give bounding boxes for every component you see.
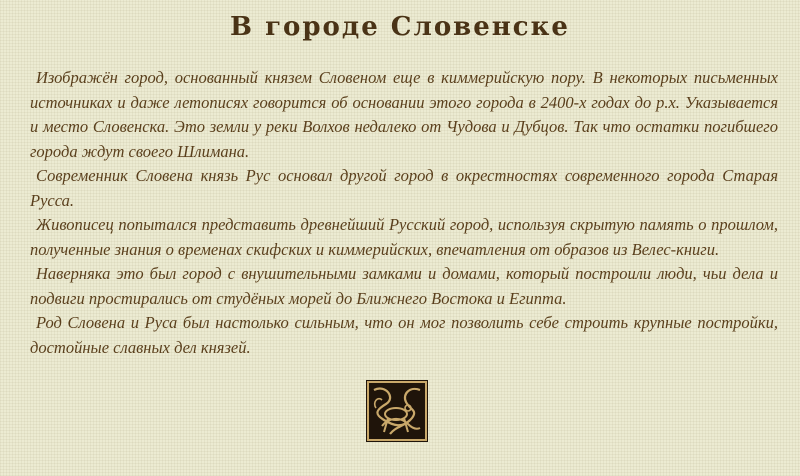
paragraph: Живописец попытался представить древнейший Русский город, используя скрытую память о прошлом, полученные знания о временах скифских и киммерийских, впечатления от образов из Велес-книги. <box>30 215 778 259</box>
paragraph: Наверняка это был город с внушительными замками и домами, который построили люди, чьи дела и подвиги простирались от студёных морей до Ближнего Востока и Египта. <box>30 264 778 308</box>
paragraph: Изображён город, основанный князем Словеном еще в киммерийскую пору. В некоторых письменных источниках и даже летописях говорится об основании этого города в 2400-х годах до р.х. Указывается и место Словенска. Это земли у реки Волхов недалеко от Чудова и Дубцов. Так что остатки погибшего города ждут своего Шлимана. <box>30 68 778 161</box>
knotwork-beast-icon <box>366 380 428 442</box>
paragraph: Современник Словена князь Рус основал другой город в окрестностях современного города Старая Русса. <box>30 166 778 210</box>
knotwork-beast-icon-graphic <box>366 380 428 442</box>
page-title: В городе Словенске <box>230 12 570 42</box>
paragraph: Род Словена и Руса был настолько сильным, что он мог позволить себе строить крупные постройки, достойные славных дел князей. <box>30 313 778 357</box>
article-body <box>30 66 778 360</box>
